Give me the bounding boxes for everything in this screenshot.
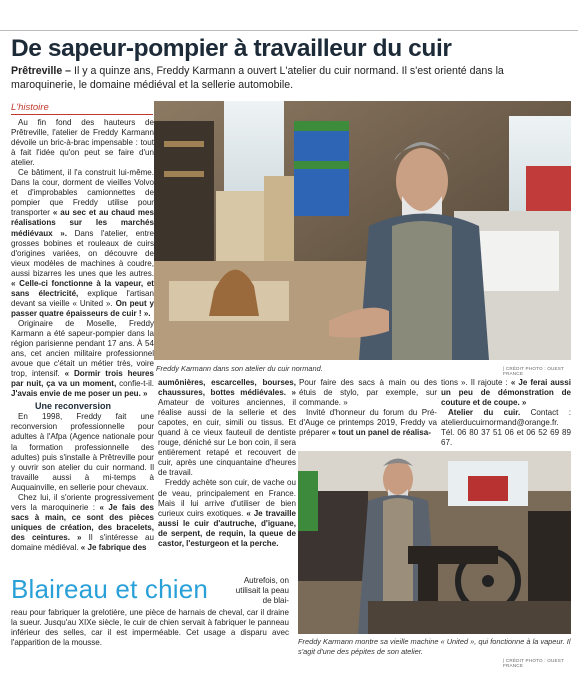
photo-workshop: [154, 101, 571, 360]
blaireau-text-1: Autrefois, on utilisait la peau de blai-: [235, 576, 289, 606]
kicker-rule: [11, 114, 153, 115]
col4-contact-label: Atelier du cuir.: [448, 408, 521, 418]
col4-contact: Contact : atelierducuirnormand@orange.fr. Tél. 06 80 37 51 06 et 06 52 69 89 67.: [441, 408, 571, 448]
column-1: [11, 118, 154, 553]
col1-p5-quote-b: « Je fabrique des: [80, 542, 147, 552]
col2-quote-b: « Je travaille aussi le cuir d'autruche, d'iguane, de serpent, de requin, la queue de castor, l'esturgeon et la perche.: [158, 508, 296, 548]
col3-quote-a: « tout un panel de réalisa-: [331, 428, 431, 438]
photo-machine-image: [298, 451, 571, 634]
col3-paragraph-1: Pour faire des sacs à main ou des étuis de stylo, par exemple, sur commande. »: [299, 378, 437, 408]
col2-text-b: Freddy achète son cuir, de vache ou de veau, principalement en France. Mais il lui arrive d'utiliser de bien curieux cuirs exotiques.: [158, 478, 296, 518]
col1-p3-quote-a: « Dormir trois heures par nuit, ça va un moment,: [11, 369, 154, 389]
col1-p3-quote-b: J'avais envie de me poser un peu. »: [11, 389, 148, 399]
col2-quote-a: aumônières, escarcelles, bourses, chaussures, bottes médiévales. »: [158, 378, 296, 398]
photo-machine: [298, 451, 571, 634]
col3-paragraph-2: [299, 408, 437, 438]
photo2-credit: | CRÉDIT PHOTO : OUEST FRANCE: [503, 658, 564, 668]
top-rule: [0, 30, 578, 31]
col4-paragraph-1: [441, 378, 571, 408]
col1-paragraph-5: [11, 493, 154, 553]
photo-workshop-image: [154, 101, 571, 360]
col1-p5-text-b: Il s'intéresse au domaine médiéval.: [11, 532, 154, 552]
column-3: [299, 378, 437, 438]
blaireau-text-2: reau pour fabriquer la grelotière, une pièce de harnais de cheval, car il draine la sueur. Jusqu'au XIXe siècle, le cuir de chien servait à fabriquer le panneau inférieur des selles, car il est imperméable. Cet usage a disparu avec l'apparition de la mousse.: [11, 608, 289, 648]
col2-paragraph-1: [158, 378, 296, 478]
col1-p5-text-a: Chez lui, il s'oriente progressivement vers la maroquinerie :: [11, 492, 154, 512]
col2-text-a: Amateur de voitures anciennes, il réalise aussi de la sellerie et des capotes, en cuir, simili ou tissus. Et quand à ce vieux fauteuil de dentiste rouge, déniché sur Le bon coin, il sera entièrement retapé et recouvert de cuir, après une cinquantaine d'heures de travail.: [158, 398, 296, 478]
col1-p2-text-c: explique l'artisan devant sa vieille « United ».: [11, 288, 154, 308]
col1-p3-text-b: confie-t-il.: [116, 379, 154, 389]
col1-paragraph-1: Au fin fond des hauteurs de Prêtreville, l'atelier de Freddy Karmann dévoile un bric-à-brac impensable : tout à fait l'idée qu'on peut se faire d'un atelier.: [11, 118, 154, 168]
col4-quote-a: « Je ferai aussi un peu de démonstration de couture et de coupe. »: [441, 378, 571, 408]
headline: De sapeur-pompier à travailleur du cuir: [11, 35, 452, 62]
col1-p3-text-a: Originaire de Moselle, Freddy Karmann a été sapeur-pompier dans la région parisienne pendant 17 ans. À 54 ans, cet ancien militaire professionnel avoue que c'était un métier très, voire trop, intensif.: [11, 318, 154, 379]
chapo-place: Prêtreville –: [11, 65, 72, 77]
col1-p2-text-b: Dans l'atelier, entre grosses bobines et rouleaux de cuirs d'origines variées, on découvre de vieux modèles de machines à coudre, aussi bizarres les unes que les autres.: [11, 228, 155, 278]
col1-paragraph-3: [11, 319, 154, 399]
blaireau-title: Blaireau et chien: [11, 574, 209, 604]
column-2: [158, 378, 296, 549]
photo2-caption: Freddy Karmann montre sa vieille machine « United », qui fonctionne à la vapeur. Il s'agit d'une des pépites de son atelier.: [298, 637, 571, 656]
col1-p2-quote-c: On peut y passer quatre épaisseurs de cuir ! ».: [11, 298, 154, 318]
chapo: [11, 64, 551, 92]
photo1-caption: Freddy Karmann dans son atelier du cuir normand.: [156, 364, 323, 373]
kicker: L'histoire: [11, 102, 49, 113]
photo1-credit: | CRÉDIT PHOTO : OUEST FRANCE: [503, 366, 564, 376]
col1-p2-text-a: Ce bâtiment, il l'a construit lui-même. Dans la cour, dorment de vieilles Volvo et d'improbables camionnettes de pompier que Freddy utilise pour transporter: [11, 168, 154, 218]
col1-paragraph-4: En 1998, Freddy fait une reconversion professionnelle pour adultes à l'Afpa (Agence nationale pour la formation professionnelle des adultes) puis s'installe à Prêtreville pour y ouvrir son atelier du cuir normand. Il travaille aussi à mi-temps à Auquainville, en sellerie pour chevaux.: [11, 412, 154, 492]
col4-paragraph-2: [441, 408, 571, 448]
col3-text-a: Invité d'honneur du forum du Pré-d'Auge ce printemps 2019, Freddy va préparer: [299, 408, 437, 438]
col4-text-a: tions ». Il rajoute :: [441, 378, 511, 387]
col1-paragraph-2: [11, 168, 154, 319]
col1-p2-quote-a: « au sec et au chaud mes réalisations sur les marchés médiévaux ».: [11, 208, 154, 238]
col1-p5-quote-a: « Je fais des sacs à main, ce sont des pièces uniques de création, des bracelets, des ceintures. »: [11, 502, 154, 542]
column-4: [441, 378, 571, 448]
subhead-reconversion: Une reconversion: [35, 401, 112, 412]
col1-p2-quote-b: « Celle-ci fonctionne à la vapeur, et sans électricité,: [11, 278, 154, 298]
chapo-text: Il y a quinze ans, Freddy Karmann a ouvert L'atelier du cuir normand. Il s'est orienté dans la maroquinerie, le domaine médiéval et la sellerie automobile.: [11, 65, 504, 91]
col2-paragraph-2: [158, 478, 296, 548]
